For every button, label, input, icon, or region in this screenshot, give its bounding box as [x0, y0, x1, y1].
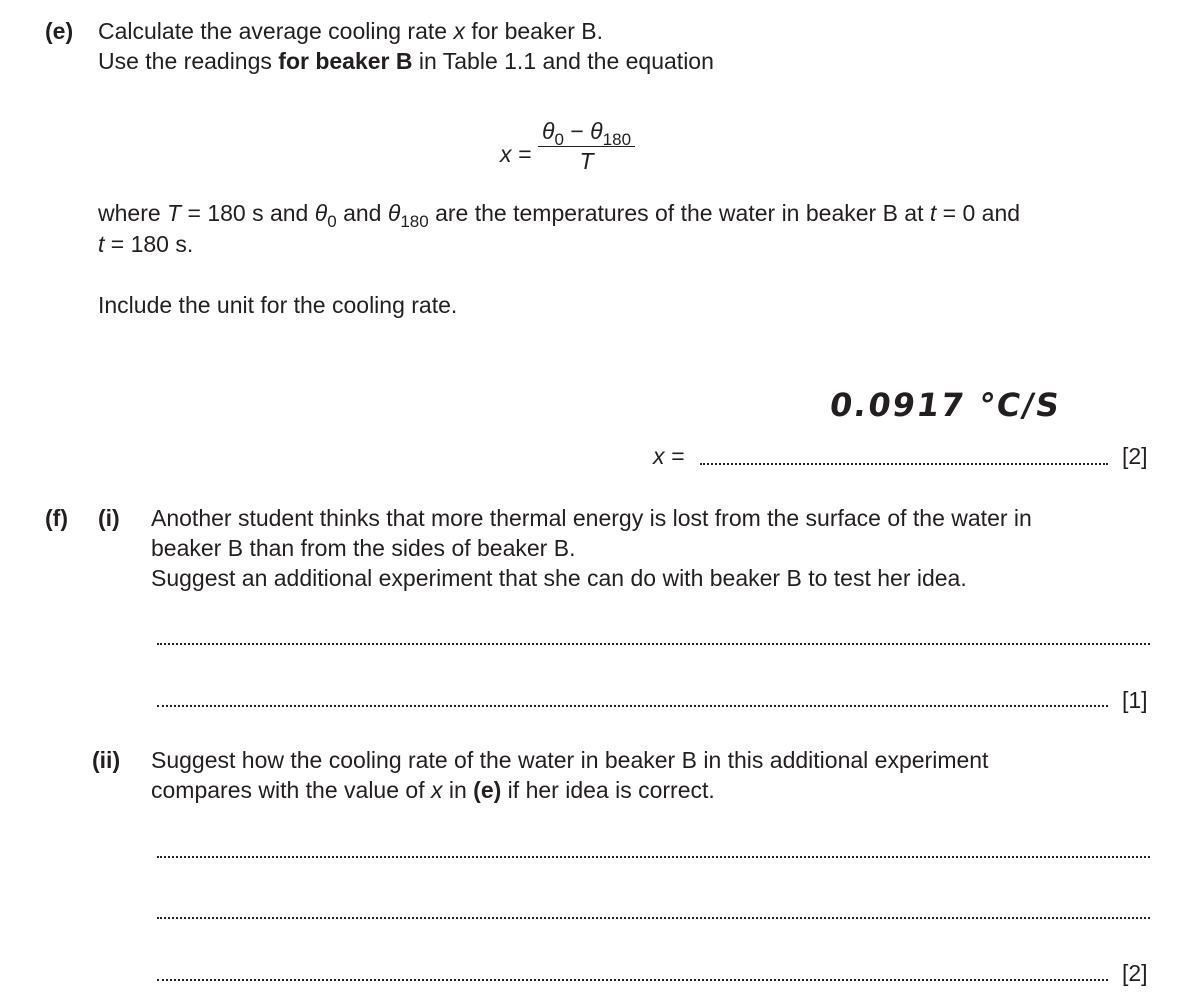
unit-instruction: Include the unit for the cooling rate.	[98, 292, 458, 318]
text: Calculate the average cooling rate	[98, 18, 454, 44]
part-e-label: (e)	[45, 18, 74, 44]
answer-line-f-ii-1[interactable]	[157, 856, 1150, 858]
text: in Table 1.1 and the equation	[412, 48, 714, 74]
answer-line-f-ii-3[interactable]	[157, 979, 1108, 981]
part-f-ii-line2	[151, 775, 715, 805]
equation-denominator: T	[579, 148, 594, 174]
text: = 0 and	[936, 200, 1021, 226]
subscript: 0	[554, 130, 564, 149]
part-f-i-line1: Another student thinks that more thermal energy is lost from the surface of the water in	[151, 505, 1032, 531]
text: and	[336, 200, 388, 226]
equation-numerator	[538, 116, 635, 147]
part-f-i-line3: Suggest an additional experiment that she can do with beaker B to test her idea.	[151, 565, 967, 591]
answer-line-e[interactable]	[700, 463, 1108, 465]
text: = 180 s and	[181, 200, 315, 226]
answer-line-f-ii-2[interactable]	[157, 917, 1150, 919]
text: for beaker B.	[464, 18, 604, 44]
handwritten-answer: 0.0917 °C/S	[827, 386, 1064, 424]
where-line1	[98, 198, 1021, 231]
subscript: 180	[602, 130, 632, 149]
text: = 180 s.	[104, 231, 194, 257]
minus-sign: −	[563, 118, 591, 144]
marks-e: [2]	[1122, 443, 1148, 469]
text: where	[98, 200, 168, 226]
theta-symbol: θ	[387, 200, 401, 226]
text: are the temperatures of the water in beaker B at	[428, 200, 930, 226]
where-line2	[98, 229, 193, 259]
theta-symbol: θ	[542, 118, 555, 144]
part-f-ii-line1: Suggest how the cooling rate of the water in beaker B in this additional experiment	[151, 747, 989, 773]
part-f-i-label: (i)	[98, 505, 120, 531]
theta-symbol: θ	[314, 200, 328, 226]
marks-f-ii: [2]	[1122, 960, 1148, 986]
text: in	[442, 777, 474, 803]
bold-text: for beaker B	[278, 48, 413, 74]
variable-T: T	[167, 200, 182, 226]
equation-fraction	[538, 116, 635, 175]
variable-t: t	[98, 231, 105, 257]
part-f-label: (f)	[45, 505, 68, 531]
answer-label: x =	[653, 443, 685, 469]
answer-line-f-i-1[interactable]	[157, 643, 1150, 645]
answer-line-f-i-2[interactable]	[157, 705, 1108, 707]
part-f-ii-label: (ii)	[92, 747, 121, 773]
equation-lhs: x =	[500, 141, 532, 167]
variable-x: x	[453, 18, 465, 44]
subscript: 0	[327, 212, 337, 231]
marks-f-i: [1]	[1122, 687, 1148, 713]
theta-symbol: θ	[590, 118, 603, 144]
bold-reference: (e)	[473, 777, 502, 803]
text: Use the readings	[98, 48, 279, 74]
part-e-instruction-line2	[98, 46, 714, 76]
variable-t: t	[929, 200, 937, 226]
text: compares with the value of	[151, 777, 431, 803]
part-f-i-line2: beaker B than from the sides of beaker B.	[151, 535, 576, 561]
part-e-instruction-line1	[98, 16, 603, 46]
subscript: 180	[400, 212, 429, 231]
text: if her idea is correct.	[501, 777, 715, 803]
variable-x: x	[430, 777, 443, 803]
